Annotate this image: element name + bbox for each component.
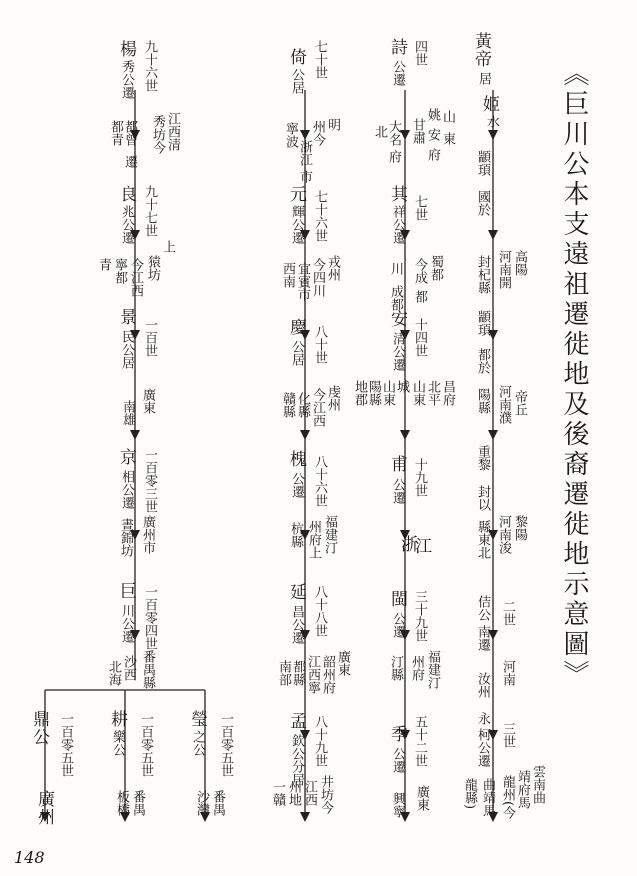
col1-note: 南遷 <box>475 625 490 651</box>
col4-node: 良 <box>116 185 136 203</box>
col2-node: 其 <box>387 185 407 203</box>
col1-place: 河南濮 <box>496 385 511 424</box>
col3-note: 昌公遷 <box>289 605 304 644</box>
col4-node: 景 <box>116 308 136 326</box>
branch1-gen: 一百零五世 <box>58 712 73 777</box>
col3-place: 江西寧 <box>305 655 320 694</box>
col4-place: 江西清 <box>165 112 180 151</box>
col2-place: 府 <box>425 148 440 161</box>
col4-node: 楊 <box>116 40 136 58</box>
col1-note: 都於 <box>475 348 490 374</box>
col4-place: 南雄 <box>120 400 135 426</box>
branch3-gen: 一百零五世 <box>218 712 233 777</box>
col3-place: 戎州 <box>325 255 340 281</box>
col1-note: 水 <box>484 115 499 128</box>
branch3-note: 之公 <box>190 730 205 756</box>
col3-place: 杭縣 <box>288 522 303 548</box>
col3-place: 虔州 <box>325 385 340 411</box>
col3-place: 江西 <box>302 780 317 806</box>
col3-place: 福建汀 <box>322 515 337 554</box>
col4-place: 遷 <box>122 155 137 168</box>
col3-node: 慶 <box>286 318 306 336</box>
col1-place: 帝丘 <box>512 390 527 416</box>
col1-note: 國於 <box>475 190 490 216</box>
col2-place: 今成 <box>412 258 427 284</box>
col2-gen: 十九世 <box>412 458 427 497</box>
col3-node: 孟 <box>286 712 306 730</box>
col1-node: 姬 <box>479 95 499 113</box>
col2-place: 陽縣 <box>366 380 381 406</box>
col1-node: 顓頊 <box>475 310 490 336</box>
col3-place: 贛縣 <box>280 392 295 418</box>
col1-note: 柯公遷 <box>475 728 490 767</box>
col3-place: 今江西 <box>310 388 325 427</box>
col3-place: 州今 <box>310 120 325 146</box>
col4-place: 青 <box>96 258 111 271</box>
col1-node-huangdi: 黃帝 <box>471 32 491 68</box>
col2-node: 季 <box>387 725 407 743</box>
col3-place: 廣東 <box>335 650 350 676</box>
col3-note: 公居 <box>289 340 304 366</box>
col2-place: 山東 <box>410 380 425 406</box>
col1-place: 龍縣) <box>462 778 477 810</box>
col3-note: 公遷 <box>289 472 304 498</box>
col4-place: 上 <box>160 240 175 253</box>
col4-place: 廣州市 <box>140 515 155 554</box>
col2-place: 川 <box>388 262 403 275</box>
col2-place: 蜀都 <box>428 255 443 281</box>
col2-place: 州府 <box>409 655 424 681</box>
branch1-node: 鼎公 <box>29 710 49 746</box>
col2-place: 地郡 <box>352 380 367 406</box>
col4-place: 沙西 <box>121 655 136 681</box>
col3-node: 倚 <box>286 48 306 66</box>
page-title: 《巨川公本支遠祖遷徙地及後裔遷徙地示意圖》 <box>559 60 589 690</box>
branch2-place: 番禺 <box>130 790 145 816</box>
col1-place: 曲靖馬 <box>480 778 495 817</box>
col2-place: 姚 <box>425 108 440 121</box>
col3-node: 元 <box>286 185 306 203</box>
col1-gen: 二世 <box>500 600 515 626</box>
col2-place: 廣東 <box>414 785 429 811</box>
col2-gen: 五十二世 <box>412 715 427 767</box>
col1-place: 龍州(今 <box>500 775 515 820</box>
col1-gen: 三世 <box>500 722 515 748</box>
col3-place: 井坊今 <box>318 775 333 814</box>
col2-place: 成都 <box>388 285 403 311</box>
col1-place: 靖府馬 <box>515 770 530 809</box>
col4-gen: 九十六世 <box>142 40 157 92</box>
col4-place: 都青 <box>108 120 123 146</box>
col4-place: 廣東 <box>140 388 155 414</box>
col4-note: 相公遷 <box>119 470 134 509</box>
col3-gen: 八十八世 <box>312 585 327 637</box>
branch3-place: 沙灣 <box>194 790 209 816</box>
branch1-place: 廣州 <box>34 790 54 826</box>
col2-node: 詩 <box>387 38 407 56</box>
col1-place: 縣東北 <box>475 520 490 559</box>
col4-place: 秀坊今 <box>150 115 165 154</box>
col2-place: 山 <box>440 110 455 123</box>
col2-place: 都 <box>412 290 427 303</box>
branch2-note: 樂公 <box>110 730 125 756</box>
col3-note: 欽公分居 <box>289 734 304 786</box>
col3-place: 州地 <box>286 780 301 806</box>
col1-place: 河南開 <box>496 250 511 289</box>
col1-place: 河南 <box>500 660 515 686</box>
col3-gen: 七十六世 <box>312 190 327 242</box>
col3-place: 都縣 <box>290 660 305 686</box>
col3-node: 槐 <box>286 450 306 468</box>
col2-place: 山東 <box>380 380 395 406</box>
col1-place: 高陽 <box>512 250 527 276</box>
col3-node: 延 <box>286 583 306 601</box>
col2-place: 城 <box>394 380 409 393</box>
page-number: 148 <box>14 848 45 867</box>
col1-note: 封以 <box>475 485 490 511</box>
branch2-node: 耕 <box>107 710 127 728</box>
col2-node: 安 <box>387 310 407 328</box>
col4-place: 寧都 <box>112 258 127 284</box>
col1-note: 居 <box>476 72 491 85</box>
branch2-place: 板橋 <box>114 790 129 816</box>
col2-gen: 三十九世 <box>412 590 427 642</box>
col3-note: 輝公遷 <box>289 205 304 244</box>
col3-gen: 七十世 <box>312 40 327 79</box>
col3-place: 宜賓市 <box>295 262 310 301</box>
col3-place: 州府上 <box>306 520 321 559</box>
col2-note: 公遷 <box>390 60 405 86</box>
col3-place: 一贛 <box>270 780 285 806</box>
col2-gen: 七世 <box>412 195 427 221</box>
col1-node: 顓頊 <box>475 150 490 176</box>
col1-node: 重黎 <box>475 445 490 471</box>
col2-place: 浙 <box>397 535 417 553</box>
col2-place: 甘肅 <box>410 118 425 144</box>
col2-note: 祥公遷 <box>390 205 405 244</box>
col2-place: 東 <box>440 132 455 145</box>
col4-gen: 一百零四世 <box>142 585 157 650</box>
col4-place: 晝錦坊 <box>118 518 133 557</box>
col3-place: 今四川 <box>310 258 325 297</box>
col1-place: 陽縣 <box>475 388 490 414</box>
col2-place: 大名 <box>386 120 401 146</box>
col1-place: 黎陽 <box>512 515 527 541</box>
col2-note: 公遷 <box>390 747 405 773</box>
col4-place: 番禺縣 <box>140 650 155 689</box>
col4-node: 京 <box>116 448 136 466</box>
branch3-node: 瑩 <box>187 710 207 728</box>
col2-place: 江 <box>411 537 431 555</box>
col3-gen: 八十世 <box>312 325 327 364</box>
col1-place: 河南浚 <box>496 515 511 554</box>
col4-node: 巨 <box>116 582 136 600</box>
col2-place: 汀縣 <box>388 655 403 681</box>
col2-note: 公遷 <box>390 478 405 504</box>
branch3-place: 番禺 <box>210 790 225 816</box>
col1-node: 佶公 <box>475 595 490 621</box>
col4-gen: 九十七世 <box>142 185 157 237</box>
col1-place: 雲南曲 <box>530 765 545 804</box>
col2-place: 北平 <box>425 380 440 406</box>
col3-place: 西南 <box>280 262 295 288</box>
col2-node: 閩 <box>387 590 407 608</box>
col2-place: 府 <box>386 150 401 163</box>
col3-place: 南部 <box>276 660 291 686</box>
col2-note: 清公遷 <box>390 332 405 371</box>
branch2-gen: 一百零五世 <box>138 712 153 777</box>
col4-note: 兆公遷 <box>119 205 134 244</box>
col4-note: 川公遷 <box>119 604 134 643</box>
col3-place: 寧波 <box>283 122 298 148</box>
col3-gen: 八十九世 <box>312 715 327 767</box>
col2-place: 昌府 <box>440 380 455 406</box>
col2-gen: 四世 <box>412 40 427 66</box>
col2-gen: 十四世 <box>412 318 427 357</box>
col4-place: 北海 <box>106 660 121 686</box>
col2-place: 福建汀 <box>425 650 440 689</box>
col4-place: 猿坊 <box>145 255 160 281</box>
col2-note: 公遷 <box>390 612 405 638</box>
col2-place: 安 <box>425 128 440 141</box>
col4-place: 都曾 <box>122 120 137 146</box>
col4-place: 今江西 <box>128 258 143 297</box>
col1-node: 永 <box>475 712 490 725</box>
col1-place: 封杞縣 <box>475 255 490 294</box>
col2-node: 甫 <box>387 455 407 473</box>
col3-place: 化縣 <box>295 392 310 418</box>
col3-place: 韶州府 <box>320 655 335 694</box>
col3-note: 公居 <box>289 68 304 94</box>
col3-place: 浙江 <box>297 140 312 166</box>
col3-place: 明 <box>325 118 340 131</box>
col4-gen: 一百零三世 <box>142 448 157 513</box>
col4-note: 民公居 <box>119 330 134 369</box>
col4-gen: 一百世 <box>142 318 157 357</box>
col2-place: 北 <box>372 125 387 138</box>
col1-place: 汝州 <box>475 672 490 698</box>
col3-place: 市 <box>297 170 312 183</box>
col3-gen: 八十六世 <box>312 455 327 507</box>
col2-place: 興寧 <box>390 792 405 818</box>
col4-note: 秀公遷 <box>119 60 134 99</box>
